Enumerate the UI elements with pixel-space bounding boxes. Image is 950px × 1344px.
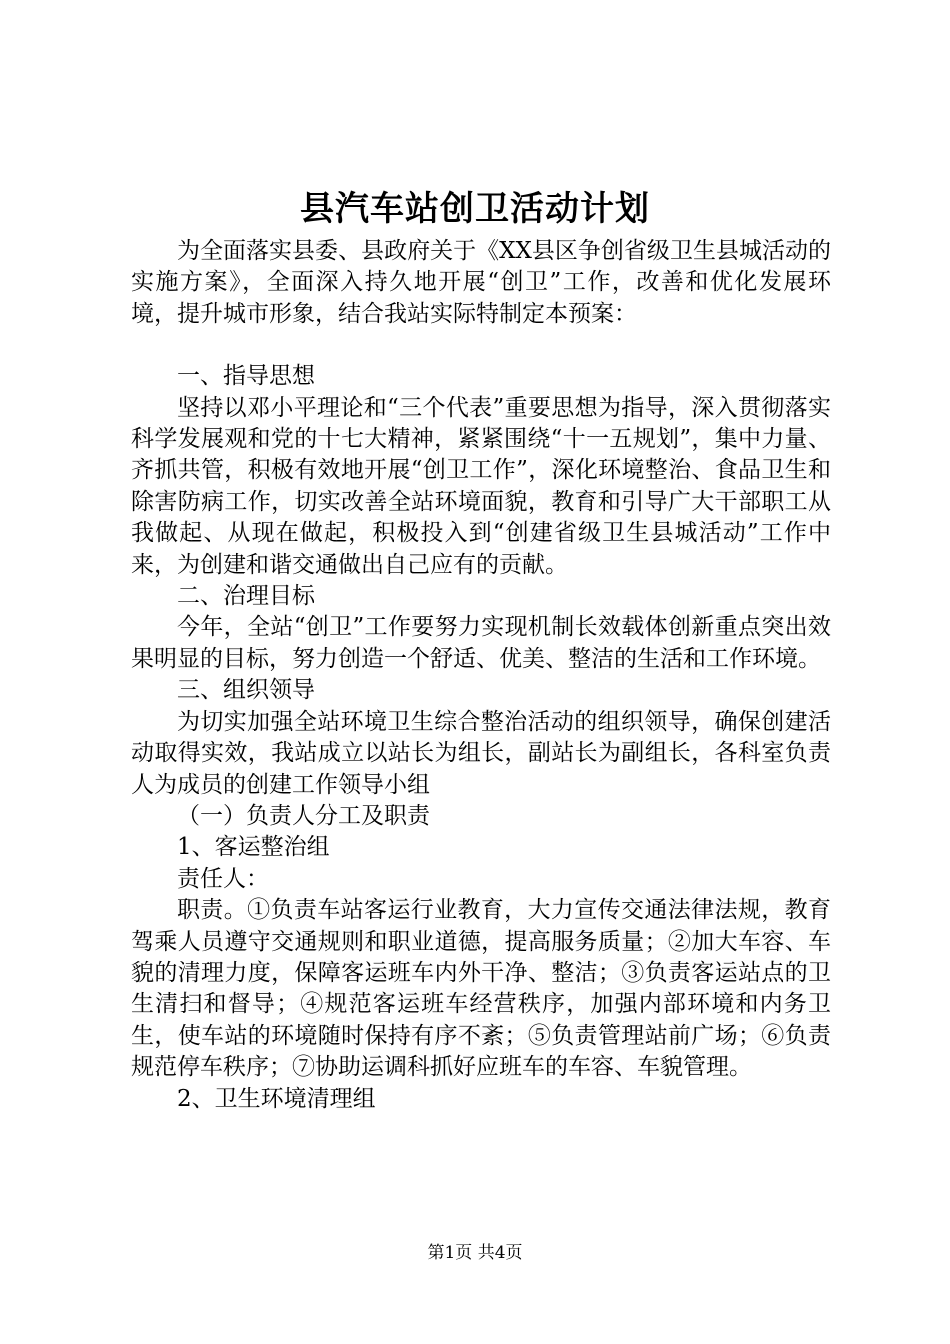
section-heading-leadership: 三、组织领导 — [177, 677, 315, 704]
guiding-ideology-paragraph: 坚持以邓小平理论和“三个代表”重要思想为指导，深入贯彻落实科学发展观和党的十七大精神，紧紧围绕“十一五规划”，集中力量、齐抓共管，积极有效地开展“创卫工作”，深化环境整治、食品卫生和除害防病工作，切实改善全站环境面貌，教育和引导广大干部职工从我做起、从现在做起，积极投入到“创建省级卫生县城活动”工作中来，为创建和谐交通做出自己应有的贡献。 — [131, 394, 831, 578]
document-title: 县汽车站创卫活动计划 — [300, 189, 650, 229]
section-heading-guiding-ideology: 一、指导思想 — [177, 363, 315, 390]
page-number-footer: 第1页 共4页 — [427, 1243, 523, 1263]
goals-paragraph: 今年，全站“创卫”工作要努力实现机制长效载体创新重点突出效果明显的目标，努力创造一个舒适、优美、整洁的生活和工作环境。 — [131, 614, 831, 672]
document-body — [131, 236, 831, 1115]
leadership-paragraph: 为切实加强全站环境卫生综合整治活动的组织领导，确保创建活动取得实效，我站成立以站长为组长，副站长为副组长，各科室负责人为成员的创建工作领导小组 — [131, 708, 831, 798]
section-heading-goals: 二、治理目标 — [177, 583, 315, 610]
group-heading-passenger-transport: 1、客运整治组 — [177, 834, 330, 861]
paragraph-spacer — [131, 330, 831, 361]
responsible-person-line: 责任人： — [177, 865, 269, 892]
subsection-heading-responsibilities: （一）负责人分工及职责 — [177, 802, 430, 829]
duties-paragraph: 职责。①负责车站客运行业教育，大力宣传交通法律法规，教育驾乘人员遵守交通规则和职业道德，提高服务质量；②加大车容、车貌的清理力度，保障客运班车内外干净、整洁；③负责客运站点的卫生清扫和督导；④规范客运班车经营秩序，加强内部环境和内务卫生，使车站的环境随时保持有序不紊；⑤负责管理站前广场；⑥负责规范停车秩序；⑦协助运调科抓好应班车的车容、车貌管理。 — [131, 897, 831, 1081]
intro-paragraph: 为全面落实县委、县政府关于《XX县区争创省级卫生县城活动的实施方案》，全面深入持久地开展“创卫”工作，改善和优化发展环境，提升城市形象，结合我站实际特制定本预案： — [131, 238, 831, 327]
group-heading-sanitation: 2、卫生环境清理组 — [177, 1085, 376, 1112]
